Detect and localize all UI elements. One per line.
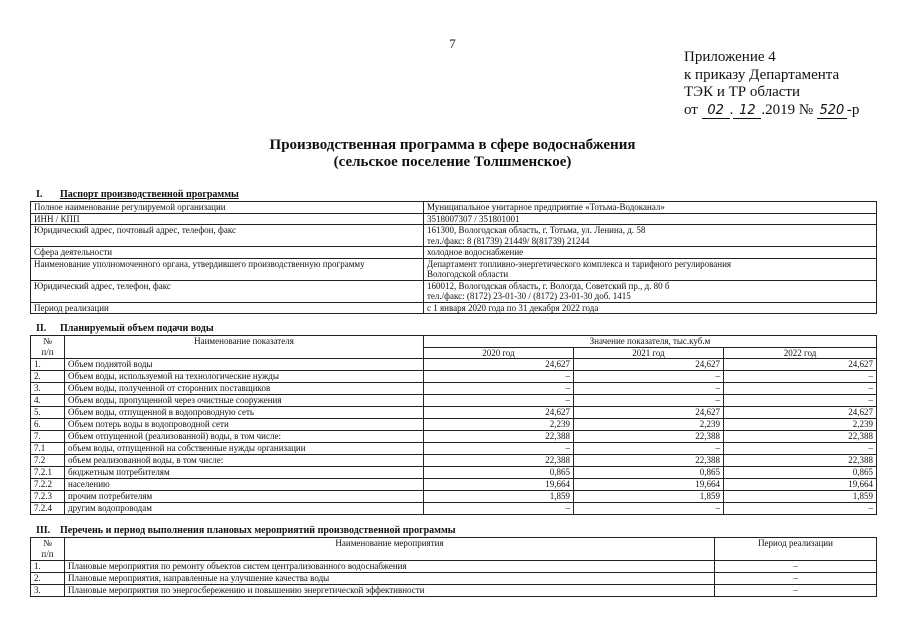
volume-value-2022: 2,239 [724, 419, 877, 431]
passport-label: Юридический адрес, почтовый адрес, телефон, факс [31, 225, 424, 247]
measure-row-period: – [715, 585, 877, 597]
volume-row [31, 503, 877, 515]
volume-value-2022: 24,627 [724, 359, 877, 371]
passport-label: Период реализации [31, 302, 424, 314]
volume-value-2021: 1,859 [574, 491, 724, 503]
measure-row-number: 2. [31, 573, 65, 585]
passport-table [30, 201, 877, 314]
measure-row [31, 585, 877, 597]
passport-label: ИНН / КПП [31, 213, 424, 225]
measure-row [31, 573, 877, 585]
volume-row-number: 7.1 [31, 443, 65, 455]
volume-row-name: населению [65, 479, 424, 491]
volume-value-2021: – [574, 443, 724, 455]
volume-value-2020: 22,388 [424, 455, 574, 467]
measure-row-name: Плановые мероприятия, направленные на улучшение качества воды [65, 573, 715, 585]
section3-title: Перечень и период выполнения плановых мероприятий производственной программы [60, 525, 456, 536]
volume-value-2022: 19,664 [724, 479, 877, 491]
volume-row-name: объем воды, отпущенной на собственные нужды организации [65, 443, 424, 455]
volume-row [31, 407, 877, 419]
measures-col-num: № п/п [31, 538, 65, 561]
measures-col-name: Наименование мероприятия [65, 538, 715, 561]
volume-value-2022: – [724, 371, 877, 383]
measure-row [31, 561, 877, 573]
passport-value [424, 247, 877, 259]
passport-label: Полное наименование регулируемой организации [31, 202, 424, 214]
passport-row [31, 202, 877, 214]
volume-value-2020: 24,627 [424, 359, 574, 371]
appendix-line2: к приказу Департамента [684, 66, 840, 83]
volume-value-2022: – [724, 443, 877, 455]
volume-row [31, 431, 877, 443]
passport-row [31, 280, 877, 302]
volume-value-2021: 22,388 [574, 455, 724, 467]
volume-value-2022: 24,627 [724, 407, 877, 419]
appendix-block [684, 49, 859, 119]
volume-value-2022: 0,865 [724, 467, 877, 479]
handwritten-order-number: 520 [817, 104, 847, 119]
passport-value-line2: тел./факс: (8172) 23-01-30 / (8172) 23-01-30 доб. 1415 [427, 291, 631, 301]
document-title [0, 137, 905, 171]
passport-row [31, 247, 877, 259]
passport-value-line2: тел./факс: 8 (81739) 21449/ 8(81739) 21244 [427, 235, 590, 246]
volume-row-name: Объем потерь воды в водопроводной сети [65, 419, 424, 431]
volume-row-number: 7.2.2 [31, 479, 65, 491]
year-2021: 2021 год [574, 347, 724, 359]
section2-heading [28, 324, 214, 334]
section3-heading [28, 526, 456, 536]
volume-row [31, 395, 877, 407]
volume-value-2021: 24,627 [574, 359, 724, 371]
passport-value-line1: холодное водоснабжение [427, 247, 524, 257]
section2-number: II. [36, 323, 47, 334]
volume-row-number: 7.2.3 [31, 491, 65, 503]
section1-heading [28, 190, 239, 200]
volume-value-2020: – [424, 503, 574, 515]
measure-row-name: Плановые мероприятия по энергосбережению и повышению энергетической эффективности [65, 585, 715, 597]
volume-value-2020: 24,627 [424, 407, 574, 419]
volume-row-number: 5. [31, 407, 65, 419]
handwritten-day: 02 [702, 104, 730, 119]
passport-row [31, 258, 877, 280]
volume-value-2020: – [424, 395, 574, 407]
volume-col-values: Значение показателя, тыс.куб.м [424, 336, 877, 348]
volume-row-number: 1. [31, 359, 65, 371]
volume-row-number: 2. [31, 371, 65, 383]
measures-col-period: Период реализации [715, 538, 877, 561]
volume-row [31, 479, 877, 491]
section1-number: I. [36, 189, 43, 200]
volume-row-name: Объем отпущенной (реализованной) воды, в том числе: [65, 431, 424, 443]
passport-label: Сфера деятельности [31, 247, 424, 259]
passport-value [424, 302, 877, 314]
volume-row [31, 467, 877, 479]
volume-value-2020: 2,239 [424, 419, 574, 431]
section1-title: Паспорт производственной программы [60, 189, 239, 200]
passport-value-line2: Вологодской области [427, 269, 509, 279]
passport-value [424, 213, 877, 225]
volume-row-name: бюджетным потребителям [65, 467, 424, 479]
date-year: .2019 № [761, 101, 814, 118]
volume-value-2020: – [424, 371, 574, 383]
passport-value-line1: Департамент топливно-энергетического комплекса и тарифного регулирования [427, 258, 732, 269]
passport-value-line1: Муниципальное унитарное предприятие «Тотьма-Водоканал» [427, 202, 665, 212]
volume-row-number: 7.2 [31, 455, 65, 467]
volume-value-2022: 22,388 [724, 455, 877, 467]
volume-value-2022: 22,388 [724, 431, 877, 443]
volume-row-number: 7.2.1 [31, 467, 65, 479]
volume-value-2021: 0,865 [574, 467, 724, 479]
passport-value-line1: 3518007307 / 351801001 [427, 213, 520, 224]
volume-row-name: прочим потребителям [65, 491, 424, 503]
volume-col-name: Наименование показателя [65, 336, 424, 359]
appendix-line3: ТЭК и ТР области [684, 84, 800, 100]
volume-value-2020: 22,388 [424, 431, 574, 443]
volume-value-2021: 24,627 [574, 407, 724, 419]
volume-value-2022: 1,859 [724, 491, 877, 503]
title-line1: Производственная программа в сфере водоснабжения [269, 137, 636, 153]
volume-value-2021: 22,388 [574, 431, 724, 443]
passport-value [424, 280, 877, 302]
volume-value-2021: – [574, 395, 724, 407]
volume-row [31, 359, 877, 371]
passport-value [424, 202, 877, 214]
volume-row-name: Объем поднятой воды [65, 359, 424, 371]
passport-row [31, 225, 877, 247]
passport-row [31, 213, 877, 225]
volume-value-2021: 2,239 [574, 419, 724, 431]
year-2020: 2020 год [424, 347, 574, 359]
volume-value-2021: – [574, 371, 724, 383]
section3-number: III. [36, 525, 51, 536]
volume-row-name: Объем воды, полученной от сторонних поставщиков [65, 383, 424, 395]
volume-row [31, 383, 877, 395]
water-volume-table [30, 335, 877, 515]
volume-row-name: другим водопроводам [65, 503, 424, 515]
appendix-line1: Приложение 4 [684, 49, 776, 65]
passport-value-line1: 161300, Вологодская область, г. Тотьма, ул. Ленина, д. 58 [427, 225, 646, 235]
page-number: 7 [449, 36, 456, 51]
passport-row [31, 302, 877, 314]
passport-value [424, 225, 877, 247]
volume-value-2022: – [724, 503, 877, 515]
volume-value-2020: – [424, 443, 574, 455]
volume-row-name: Объем воды, отпущенной в водопроводную сеть [65, 407, 424, 419]
volume-value-2020: – [424, 383, 574, 395]
measure-row-number: 3. [31, 585, 65, 597]
passport-label: Наименование уполномоченного органа, утвердившего производственную программу [31, 258, 424, 280]
volume-value-2020: 19,664 [424, 479, 574, 491]
volume-value-2022: – [724, 383, 877, 395]
volume-row-number: 4. [31, 395, 65, 407]
volume-row-number: 7.2.4 [31, 503, 65, 515]
volume-value-2021: – [574, 383, 724, 395]
volume-value-2021: 19,664 [574, 479, 724, 491]
order-suffix: -р [846, 101, 860, 118]
volume-row-number: 6. [31, 419, 65, 431]
measure-row-period: – [715, 573, 877, 585]
volume-row-number: 3. [31, 383, 65, 395]
measure-row-name: Плановые мероприятия по ремонту объектов систем централизованного водоснабжения [65, 561, 715, 573]
appendix-date-line: от 02 . 12 .2019 № 520 -р [684, 101, 860, 118]
measure-row-number: 1. [31, 561, 65, 573]
passport-value-line1: с 1 января 2020 года по 31 декабря 2022 года [427, 302, 599, 313]
passport-value-line1: 160012, Вологодская область, г. Вологда, Советский пр., д. 80 б [427, 280, 670, 291]
volume-value-2020: 1,859 [424, 491, 574, 503]
volume-row-name: объем реализованной воды, в том числе: [65, 455, 424, 467]
volume-row [31, 419, 877, 431]
measures-table [30, 537, 877, 597]
date-prefix: от [684, 101, 698, 118]
passport-value [424, 258, 877, 280]
section2-title: Планируемый объем подачи воды [60, 323, 214, 334]
volume-value-2022: – [724, 395, 877, 407]
volume-row-number: 7. [31, 431, 65, 443]
handwritten-month: 12 [733, 104, 761, 119]
volume-row [31, 443, 877, 455]
volume-row-name: Объем воды, пропущенной через очистные сооружения [65, 395, 424, 407]
title-line2: (сельское поселение Толшменское) [333, 154, 572, 170]
volume-row [31, 491, 877, 503]
volume-value-2021: – [574, 503, 724, 515]
measure-row-period: – [715, 561, 877, 573]
volume-row [31, 371, 877, 383]
volume-row-name: Объем воды, используемой на технологические нужды [65, 371, 424, 383]
passport-label: Юридический адрес, телефон, факс [31, 280, 424, 302]
volume-value-2020: 0,865 [424, 467, 574, 479]
year-2022: 2022 год [724, 347, 877, 359]
volume-row [31, 455, 877, 467]
volume-col-num: № п/п [31, 336, 65, 359]
